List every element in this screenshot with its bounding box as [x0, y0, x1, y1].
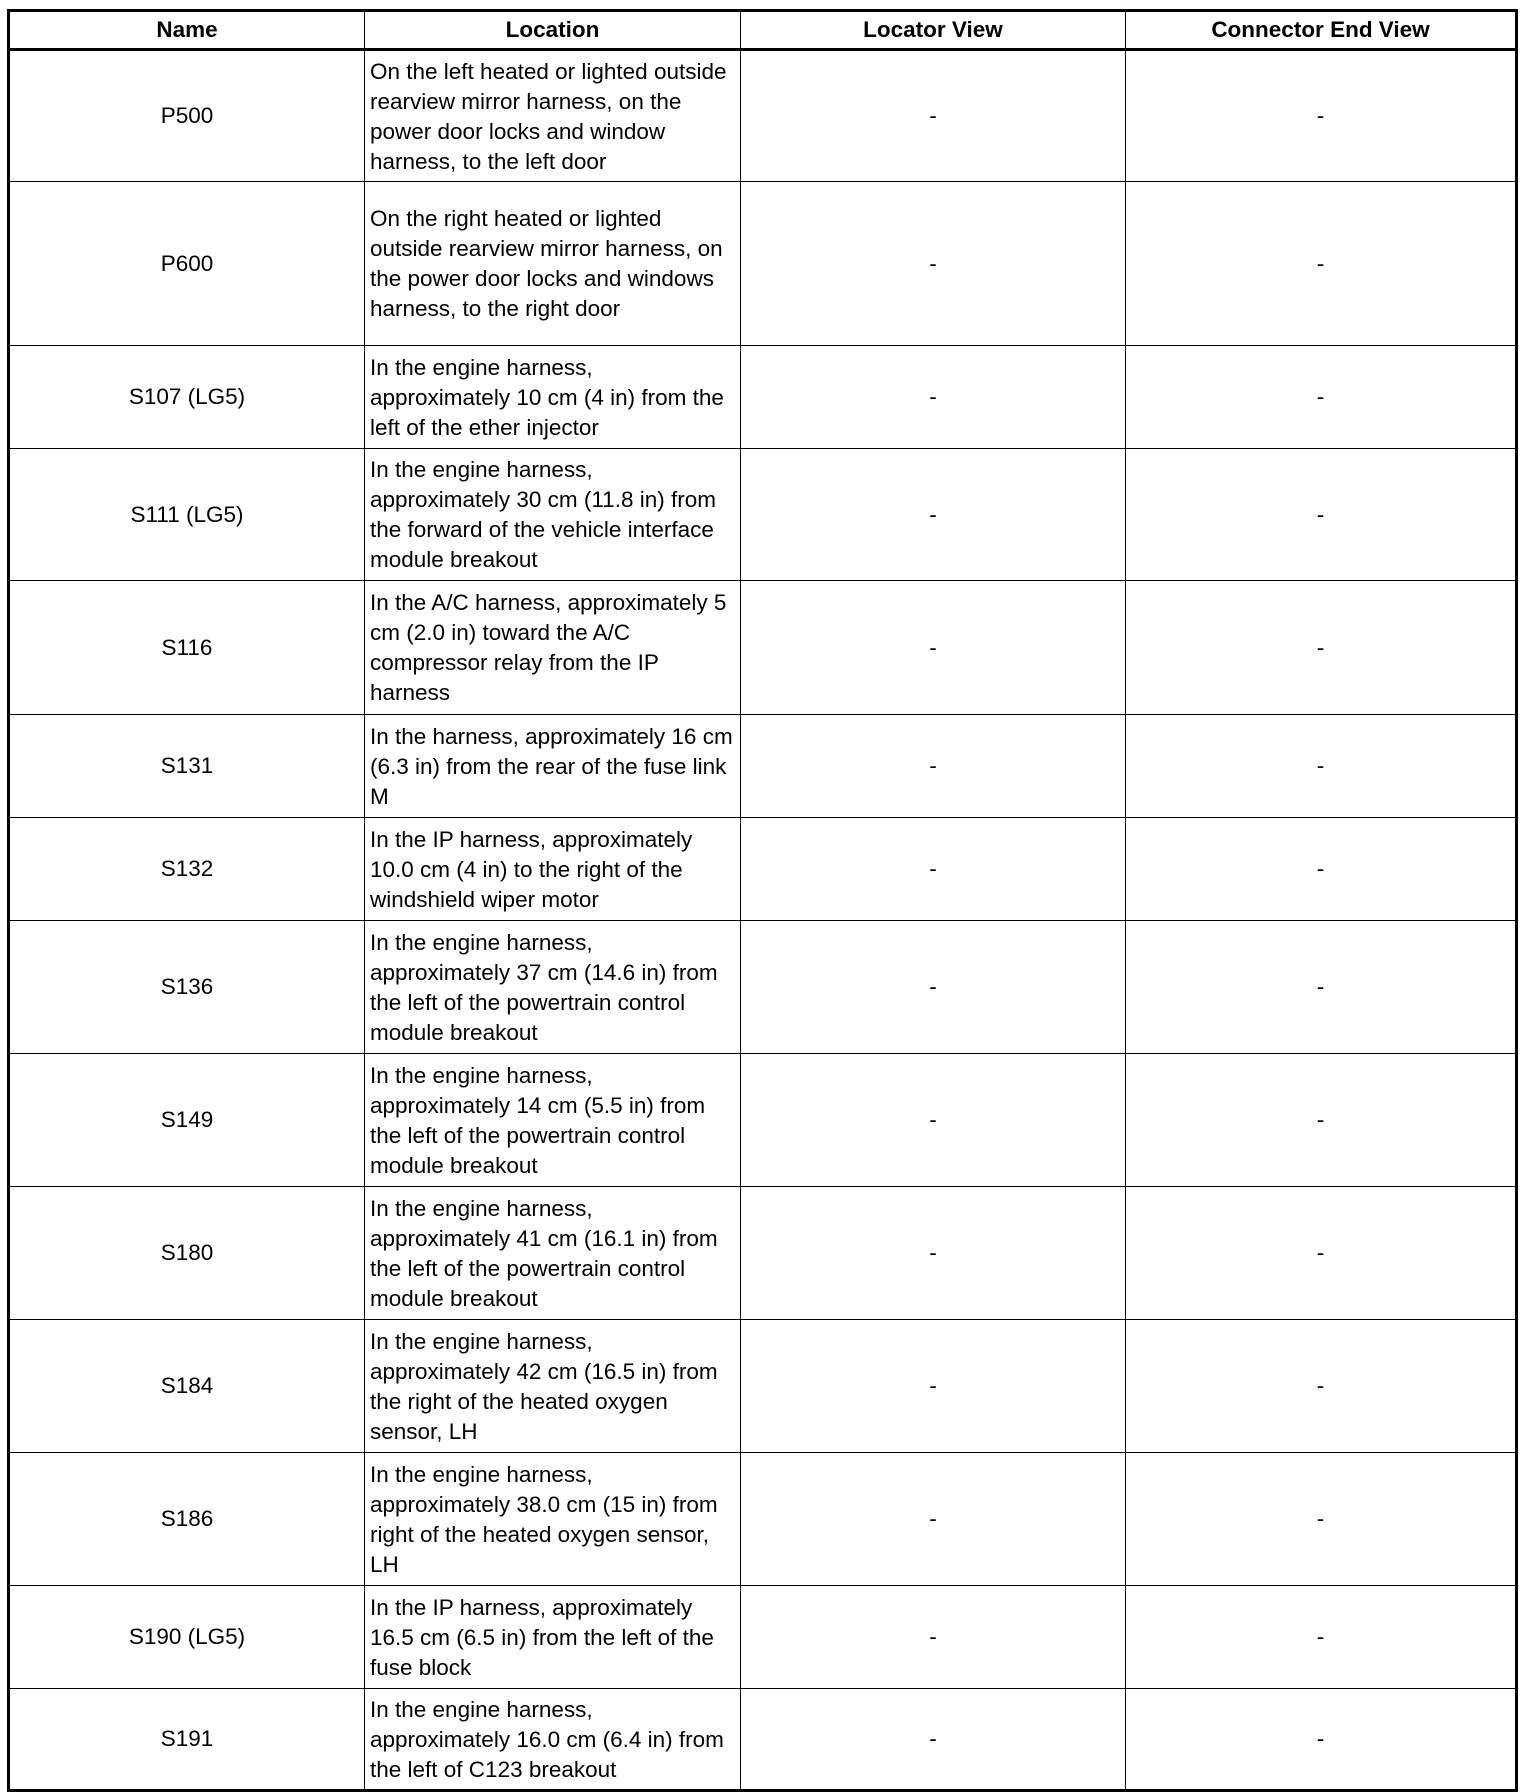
locator-view-cell: - — [741, 1453, 1126, 1586]
location-cell: In the engine harness, approximately 16.0 cm (6.4 in) from the left of C123 breakout — [365, 1689, 741, 1791]
location-cell: In the engine harness, approximately 30 cm (11.8 in) from the forward of the vehicle interface module breakout — [365, 449, 741, 581]
locator-view-cell: - — [741, 715, 1126, 818]
connector-end-view-cell: - — [1126, 818, 1517, 921]
name-cell: S136 — [9, 921, 365, 1054]
connector-end-view-cell: - — [1126, 581, 1517, 715]
locator-view-cell: - — [741, 449, 1126, 581]
connector-end-view-cell: - — [1126, 50, 1517, 182]
location-cell: In the engine harness, approximately 38.0 cm (15 in) from right of the heated oxygen sensor, LH — [365, 1453, 741, 1586]
name-cell: S132 — [9, 818, 365, 921]
connector-end-view-cell: - — [1126, 1054, 1517, 1187]
connector-end-view-cell: - — [1126, 1187, 1517, 1320]
header-connector-end-view: Connector End View — [1126, 11, 1517, 50]
header-name: Name — [9, 11, 365, 50]
table-row — [9, 1586, 1517, 1689]
name-cell: S184 — [9, 1320, 365, 1453]
name-cell: S191 — [9, 1689, 365, 1791]
table-row — [9, 921, 1517, 1054]
table-row — [9, 1054, 1517, 1187]
locator-view-cell: - — [741, 1689, 1126, 1791]
location-cell: In the IP harness, approximately 10.0 cm (4 in) to the right of the windshield wiper motor — [365, 818, 741, 921]
locator-view-cell: - — [741, 1187, 1126, 1320]
header-locator-view: Locator View — [741, 11, 1126, 50]
connector-end-view-cell: - — [1126, 182, 1517, 346]
name-cell: S111 (LG5) — [9, 449, 365, 581]
locator-view-cell: - — [741, 581, 1126, 715]
splice-location-table — [7, 9, 1518, 1792]
location-cell: In the harness, approximately 16 cm (6.3 in) from the rear of the fuse link M — [365, 715, 741, 818]
connector-end-view-cell: - — [1126, 715, 1517, 818]
locator-view-cell: - — [741, 50, 1126, 182]
table-row — [9, 182, 1517, 346]
locator-view-cell: - — [741, 1054, 1126, 1187]
name-cell: S186 — [9, 1453, 365, 1586]
connector-end-view-cell: - — [1126, 346, 1517, 449]
connector-end-view-cell: - — [1126, 921, 1517, 1054]
locator-view-cell: - — [741, 921, 1126, 1054]
name-cell: S190 (LG5) — [9, 1586, 365, 1689]
locator-view-cell: - — [741, 1320, 1126, 1453]
location-cell: In the IP harness, approximately 16.5 cm (6.5 in) from the left of the fuse block — [365, 1586, 741, 1689]
name-cell: P500 — [9, 50, 365, 182]
location-cell: In the engine harness, approximately 42 cm (16.5 in) from the right of the heated oxygen sensor, LH — [365, 1320, 741, 1453]
locator-view-cell: - — [741, 1586, 1126, 1689]
name-cell: S149 — [9, 1054, 365, 1187]
location-cell: In the engine harness, approximately 37 cm (14.6 in) from the left of the powertrain control module breakout — [365, 921, 741, 1054]
table-row — [9, 1187, 1517, 1320]
locator-view-cell: - — [741, 818, 1126, 921]
locator-view-cell: - — [741, 182, 1126, 346]
name-cell: S180 — [9, 1187, 365, 1320]
connector-end-view-cell: - — [1126, 1689, 1517, 1791]
header-location: Location — [365, 11, 741, 50]
locator-view-cell: - — [741, 346, 1126, 449]
table-row — [9, 449, 1517, 581]
name-cell: S107 (LG5) — [9, 346, 365, 449]
table-row — [9, 715, 1517, 818]
name-cell: S131 — [9, 715, 365, 818]
location-cell: In the engine harness, approximately 10 cm (4 in) from the left of the ether injector — [365, 346, 741, 449]
connector-end-view-cell: - — [1126, 1586, 1517, 1689]
location-cell: In the A/C harness, approximately 5 cm (2.0 in) toward the A/C compressor relay from the IP harness — [365, 581, 741, 715]
location-cell: On the left heated or lighted outside rearview mirror harness, on the power door locks and window harness, to the left door — [365, 50, 741, 182]
connector-end-view-cell: - — [1126, 449, 1517, 581]
table-row — [9, 1689, 1517, 1791]
table-row — [9, 581, 1517, 715]
location-cell: In the engine harness, approximately 41 cm (16.1 in) from the left of the powertrain control module breakout — [365, 1187, 741, 1320]
table-header-row — [9, 11, 1517, 50]
name-cell: P600 — [9, 182, 365, 346]
connector-end-view-cell: - — [1126, 1320, 1517, 1453]
location-cell: On the right heated or lighted outside rearview mirror harness, on the power door locks and windows harness, to the right door — [365, 182, 741, 346]
name-cell: S116 — [9, 581, 365, 715]
table-row — [9, 818, 1517, 921]
table-row — [9, 346, 1517, 449]
table-row — [9, 1320, 1517, 1453]
table-row — [9, 50, 1517, 182]
table-row — [9, 1453, 1517, 1586]
location-cell: In the engine harness, approximately 14 cm (5.5 in) from the left of the powertrain control module breakout — [365, 1054, 741, 1187]
connector-end-view-cell: - — [1126, 1453, 1517, 1586]
